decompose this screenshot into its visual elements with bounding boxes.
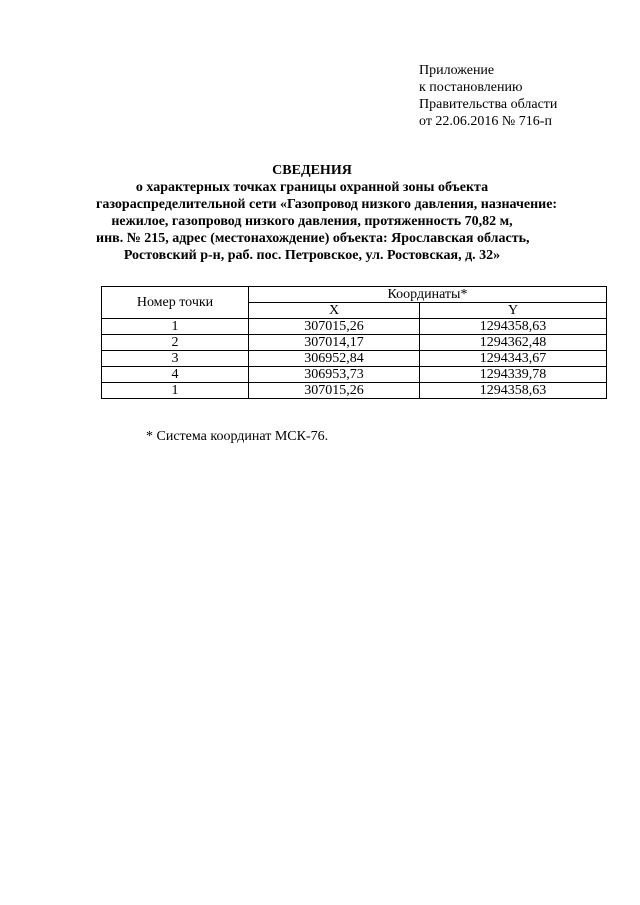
cell-point: 1 — [102, 319, 249, 335]
table-row — [102, 319, 607, 335]
cell-point: 3 — [102, 351, 249, 367]
header-x: X — [249, 303, 420, 319]
appendix-line-1: Приложение — [419, 63, 495, 78]
cell-y: 1294358,63 — [420, 319, 607, 335]
appendix-line-2: к постановлению — [419, 80, 523, 95]
table-row — [102, 367, 607, 383]
heading-line-5: Ростовский р-н, раб. пос. Петровское, ул. Ростовская, д. 32» — [123, 248, 501, 263]
appendix-line-4: от 22.06.2016 № 716-п — [419, 114, 552, 129]
cell-y: 1294339,78 — [420, 367, 607, 383]
cell-y: 1294343,67 — [420, 351, 607, 367]
table-header-row — [102, 287, 607, 303]
header-y: Y — [420, 303, 607, 319]
appendix-block — [419, 62, 557, 130]
coordinates-table — [101, 286, 607, 399]
cell-x: 307015,26 — [249, 383, 420, 399]
footnote: * Система координат МСК-76. — [146, 429, 329, 444]
cell-point: 2 — [102, 335, 249, 351]
table-row — [102, 335, 607, 351]
cell-x: 306953,73 — [249, 367, 420, 383]
cell-point: 1 — [102, 383, 249, 399]
cell-x: 307014,17 — [249, 335, 420, 351]
document-heading — [96, 162, 558, 264]
cell-y: 1294362,48 — [420, 335, 607, 351]
header-coordinates: Координаты* — [249, 287, 607, 303]
document-title: СВЕДЕНИЯ — [272, 163, 352, 178]
table-row — [102, 383, 607, 399]
heading-line-2: газораспределительной сети «Газопровод низкого давления, назначение: — [96, 197, 558, 212]
cell-point: 4 — [102, 367, 249, 383]
table-row — [102, 351, 607, 367]
cell-x: 306952,84 — [249, 351, 420, 367]
cell-y: 1294358,63 — [420, 383, 607, 399]
appendix-line-3: Правительства области — [419, 97, 558, 112]
cell-x: 307015,26 — [249, 319, 420, 335]
heading-line-1: о характерных точках границы охранной зоны объекта — [135, 180, 489, 195]
heading-line-3: нежилое, газопровод низкого давления, протяженность 70,82 м, — [111, 214, 513, 229]
heading-line-4: инв. № 215, адрес (местонахождение) объекта: Ярославская область, — [96, 231, 530, 246]
header-point-number: Номер точки — [102, 287, 249, 319]
